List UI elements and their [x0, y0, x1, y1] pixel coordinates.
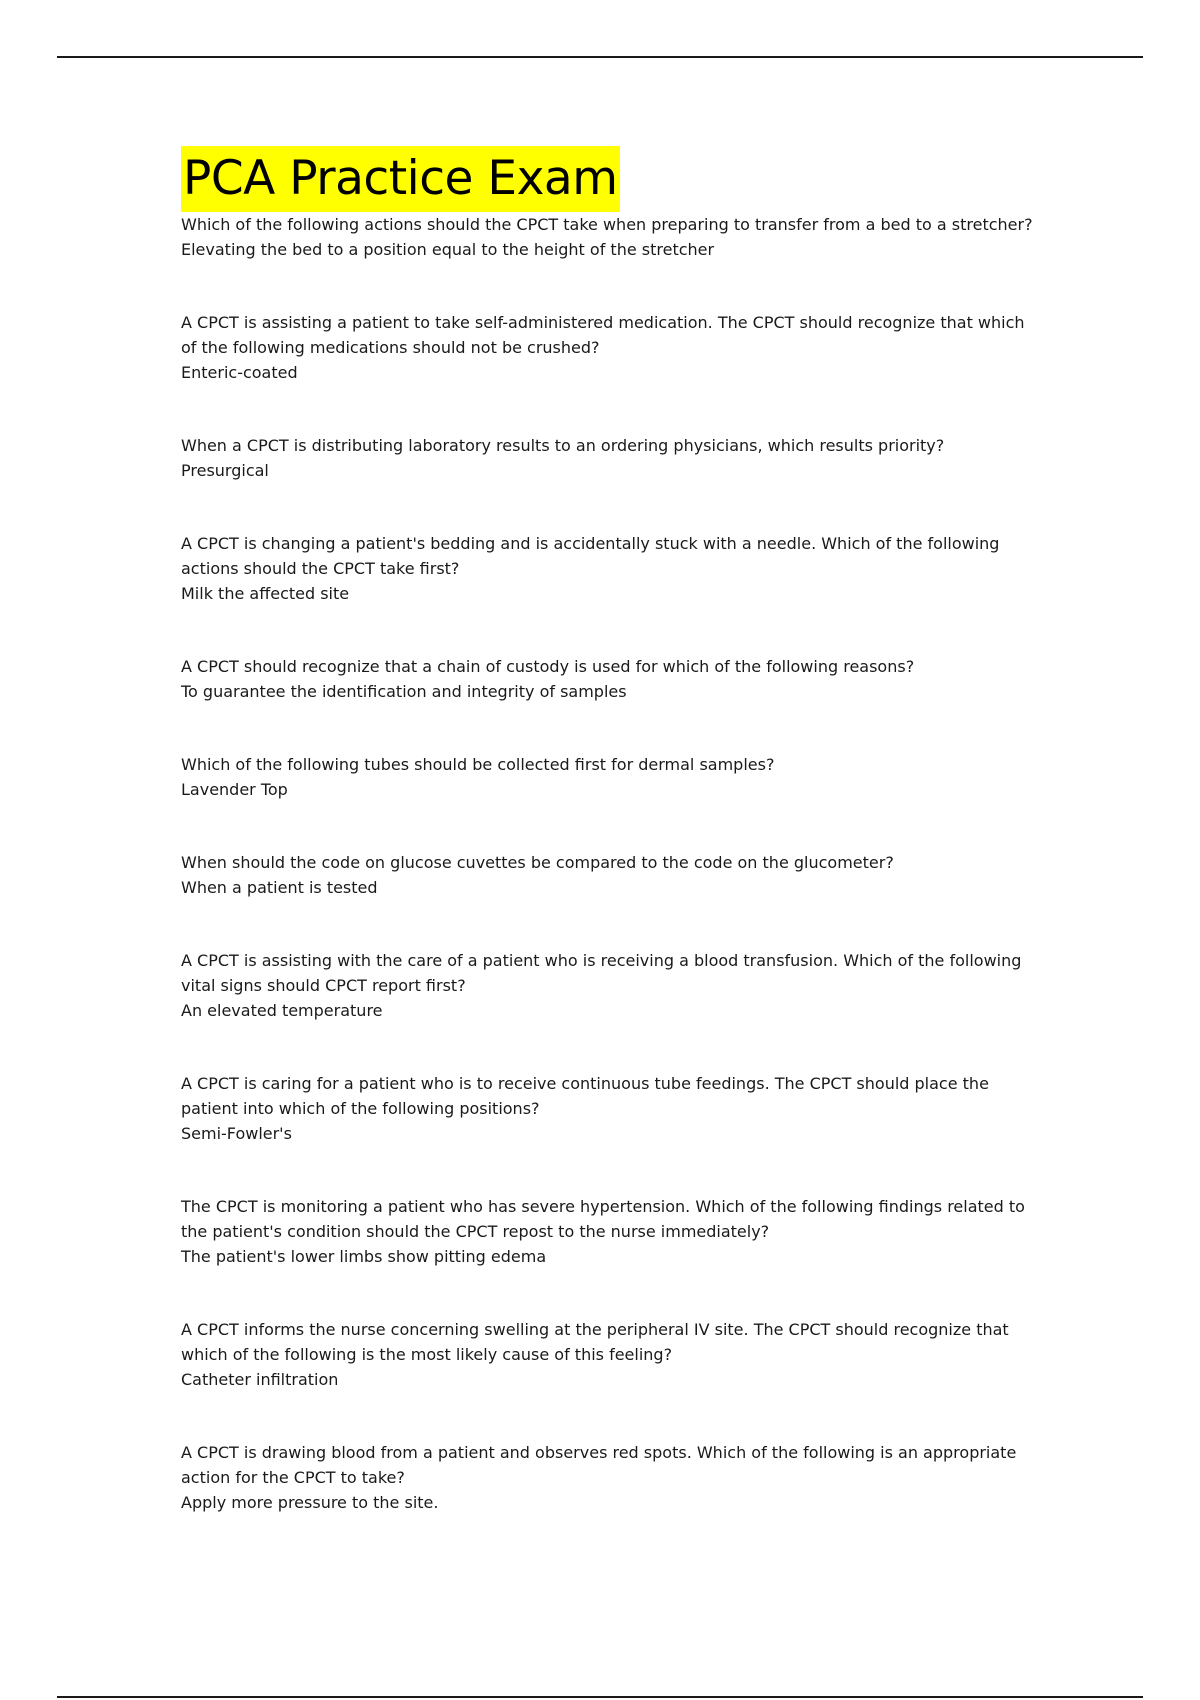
- question-text: A CPCT is changing a patient's bedding and is accidentally stuck with a needle. Which of the following actions should the CPCT take first?: [181, 534, 1000, 578]
- answer-text: Lavender Top: [181, 780, 288, 799]
- question-text: A CPCT is assisting with the care of a patient who is receiving a blood transfusion. Which of the following vital signs should CPCT report first?: [181, 951, 1022, 995]
- answer-text: An elevated temperature: [181, 1001, 383, 1020]
- question-text: When a CPCT is distributing laboratory results to an ordering physicians, which results priority?: [181, 436, 945, 455]
- qa-item: [181, 531, 1041, 606]
- qa-item: [181, 1317, 1041, 1392]
- question-text: A CPCT is caring for a patient who is to receive continuous tube feedings. The CPCT should place the patient into which of the following positions?: [181, 1074, 989, 1118]
- question-text: A CPCT should recognize that a chain of custody is used for which of the following reasons?: [181, 657, 915, 676]
- answer-text: When a patient is tested: [181, 878, 378, 897]
- question-text: When should the code on glucose cuvettes be compared to the code on the glucometer?: [181, 853, 894, 872]
- answer-text: Milk the affected site: [181, 584, 350, 603]
- qa-item: [181, 310, 1041, 385]
- qa-list: [181, 212, 1041, 1515]
- qa-item: [181, 1194, 1041, 1269]
- document-body: [181, 146, 1041, 1515]
- answer-text: Elevating the bed to a position equal to the height of the stretcher: [181, 240, 715, 259]
- qa-item: [181, 212, 1041, 262]
- header-rule: [57, 56, 1143, 58]
- qa-item: [181, 433, 1041, 483]
- qa-item: [181, 948, 1041, 1023]
- qa-item: [181, 654, 1041, 704]
- qa-item: [181, 752, 1041, 802]
- question-text: Which of the following actions should the CPCT take when preparing to transfer from a bed to a stretcher?: [181, 215, 1033, 234]
- question-text: Which of the following tubes should be collected first for dermal samples?: [181, 755, 775, 774]
- question-text: A CPCT is drawing blood from a patient and observes red spots. Which of the following is an appropriate action for the CPCT to take?: [181, 1443, 1017, 1487]
- answer-text: Enteric-coated: [181, 363, 298, 382]
- answer-text: Catheter infiltration: [181, 1370, 339, 1389]
- question-text: The CPCT is monitoring a patient who has severe hypertension. Which of the following findings related to the patient's condition should the CPCT repost to the nurse immediately?: [181, 1197, 1025, 1241]
- document-title: PCA Practice Exam: [181, 146, 620, 212]
- footer-rule: [57, 1696, 1143, 1698]
- question-text: A CPCT is assisting a patient to take self-administered medication. The CPCT should recognize that which of the following medications should not be crushed?: [181, 313, 1025, 357]
- answer-text: Presurgical: [181, 461, 269, 480]
- answer-text: Semi-Fowler's: [181, 1124, 292, 1143]
- qa-item: [181, 1071, 1041, 1146]
- answer-text: The patient's lower limbs show pitting edema: [181, 1247, 547, 1266]
- qa-item: [181, 1440, 1041, 1515]
- question-text: A CPCT informs the nurse concerning swelling at the peripheral IV site. The CPCT should recognize that which of the following is the most likely cause of this feeling?: [181, 1320, 1009, 1364]
- qa-item: [181, 850, 1041, 900]
- answer-text: To guarantee the identification and integrity of samples: [181, 682, 627, 701]
- answer-text: Apply more pressure to the site.: [181, 1493, 439, 1512]
